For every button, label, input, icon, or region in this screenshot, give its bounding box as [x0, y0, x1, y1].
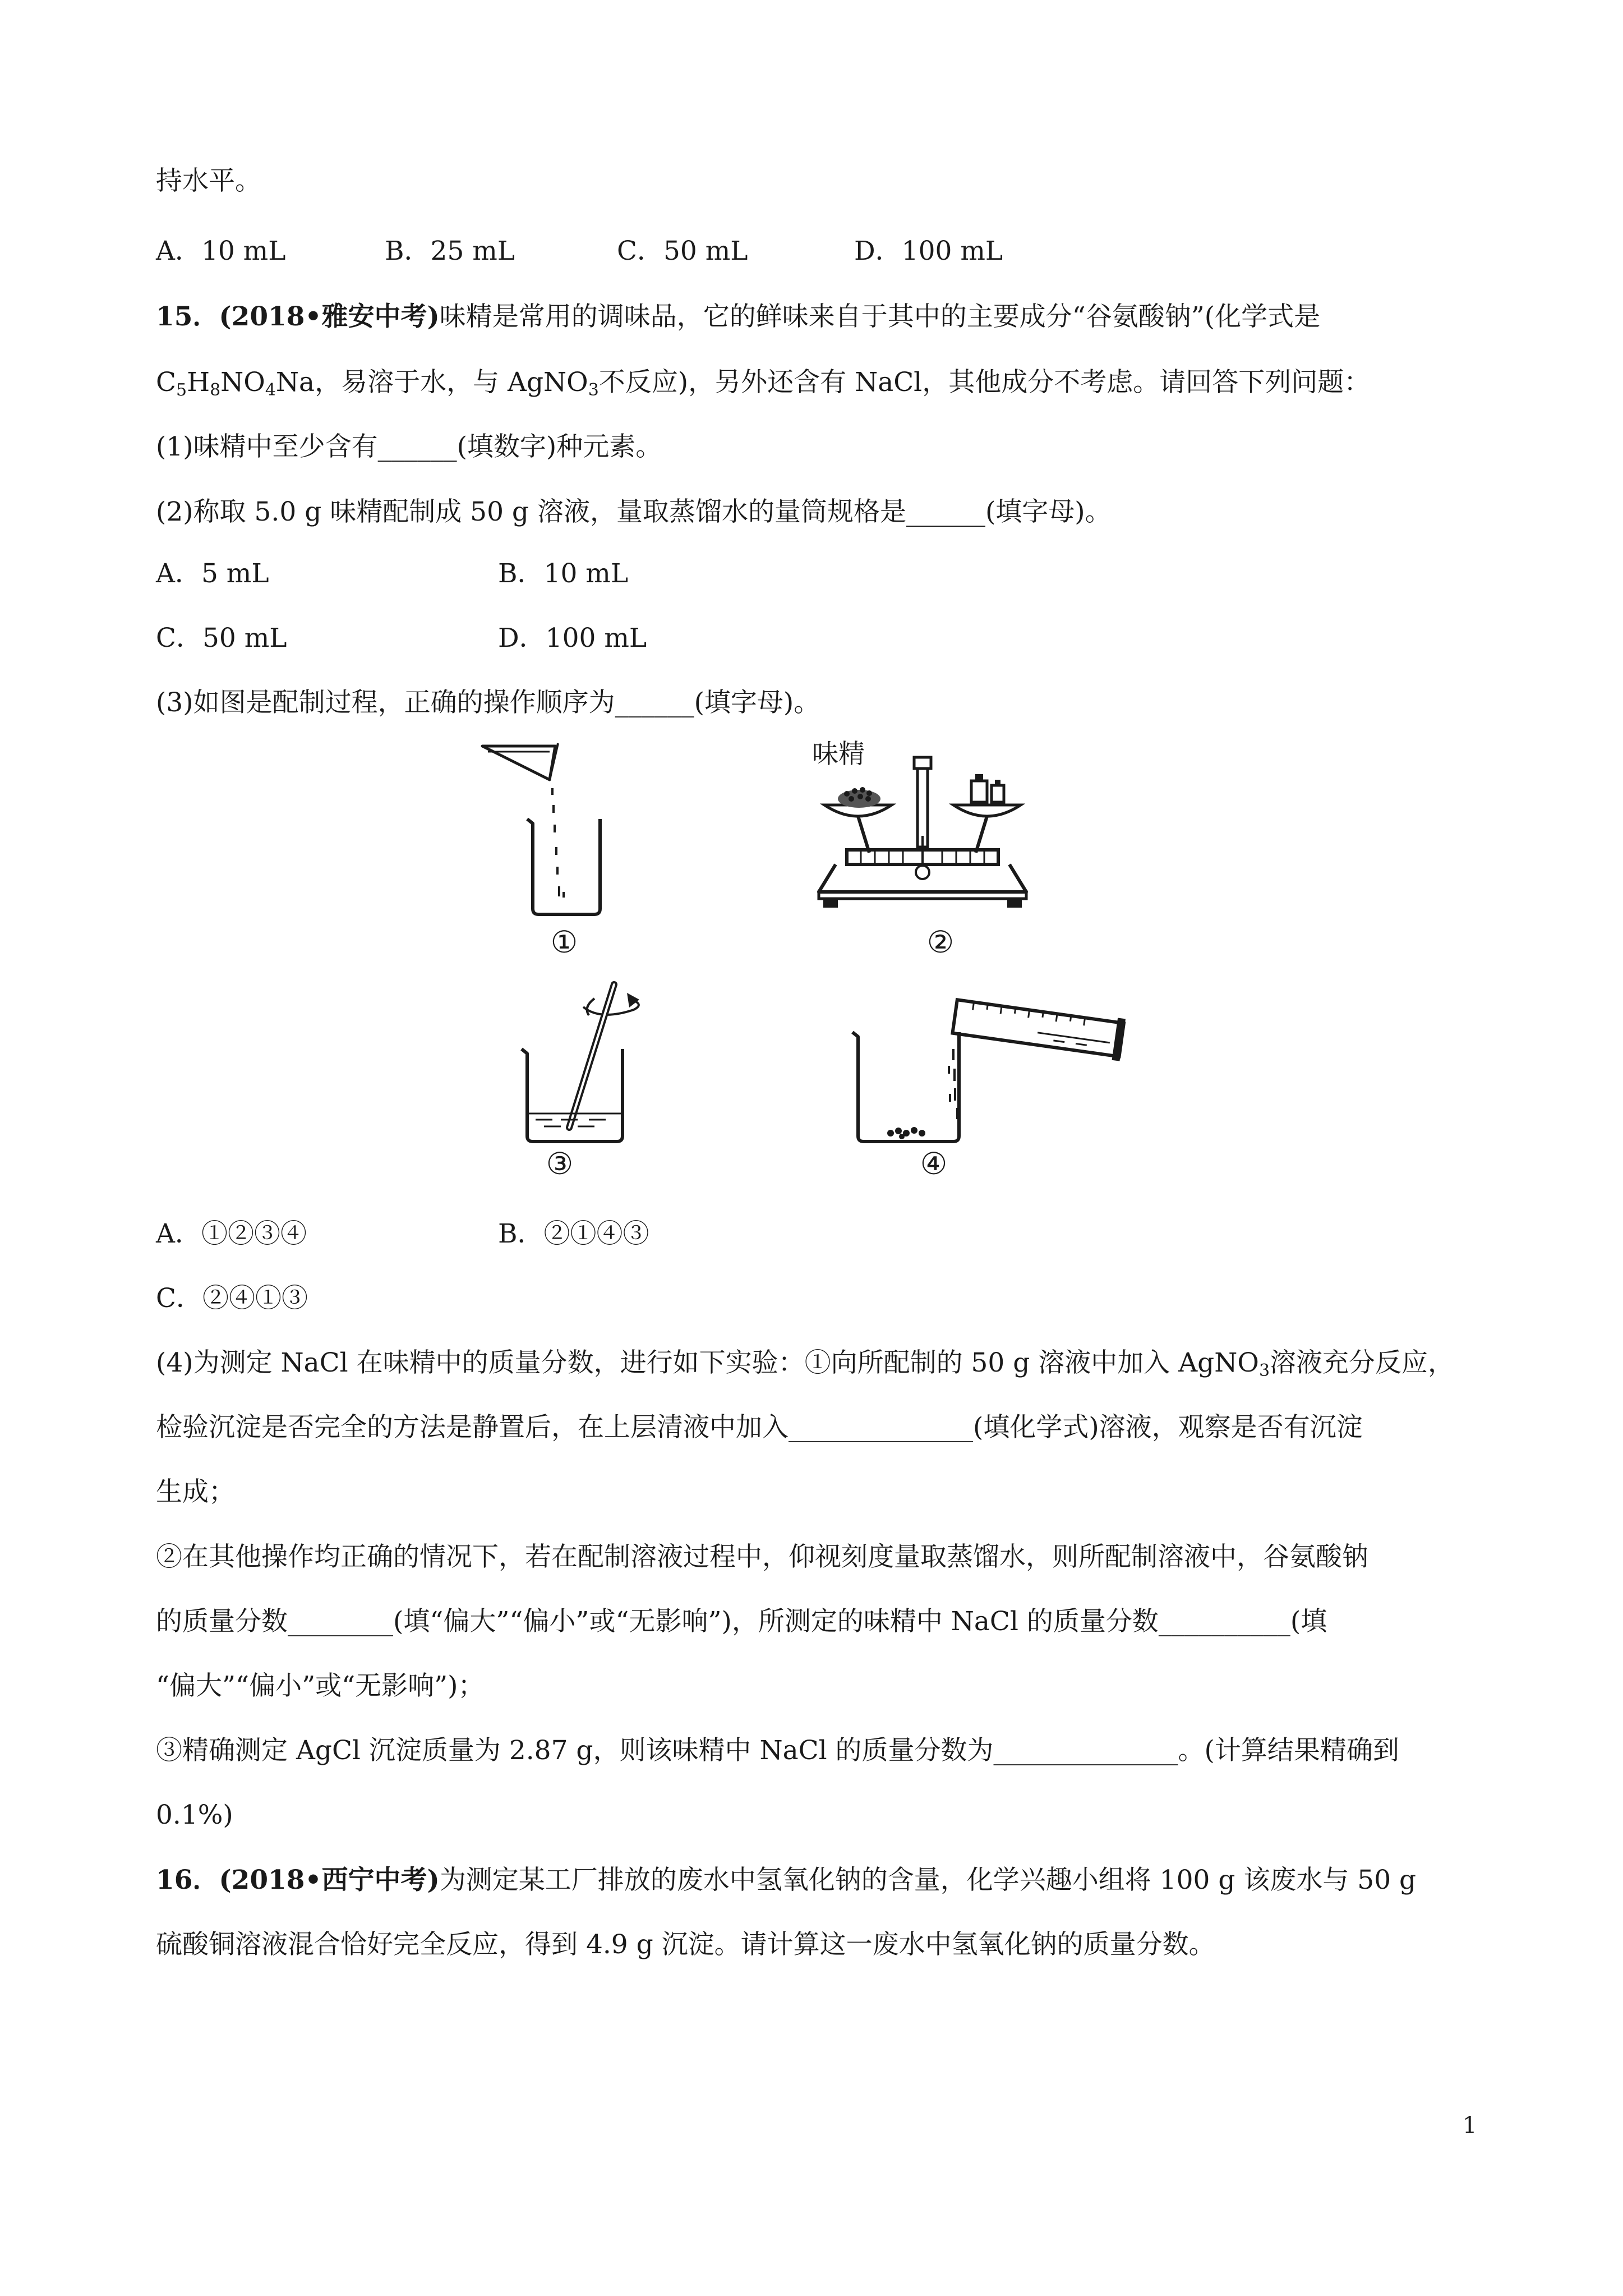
figure-label-4: ④ — [920, 1146, 948, 1181]
formula: $C_5H_8NO_4Na$ — [156, 367, 315, 400]
q15-p2-option-d: D．100 mL — [498, 623, 647, 654]
q15-p3-option-a: A．①②③④ — [156, 1218, 307, 1249]
q15-intro-line-2: $C_5H_8NO_4Na$，易溶于水，与 AgNO$_3$不反应)，另外还含有 NaCl，其他成分不考虑。请回答下列问题： — [156, 367, 1371, 400]
continuation-text: 持水平。 — [156, 165, 261, 196]
q15-part-4-line-1: (4)为测定 NaCl 在味精中的质量分数，进行如下实验：①向所配制的 50 g 溶液中加入 AgNO$_3$溶液充分反应， — [156, 1347, 1455, 1381]
option-a: A．10 mL — [156, 236, 286, 266]
q15-part-3: (3)如图是配制过程，正确的操作顺序为______(填字母)。 — [156, 687, 820, 718]
q15-part-4-line-4: ②在其他操作均正确的情况下，若在配制溶液过程中，仰视刻度量取蒸馏水，则所配制溶液中，谷氨酸钠 — [156, 1542, 1368, 1572]
msg-label: 味精 — [812, 739, 865, 770]
figure-3-stir — [505, 976, 651, 1150]
page-number: 1 — [1463, 2113, 1477, 2138]
q15-part-1: (1)味精中至少含有______(填数字)种元素。 — [156, 431, 662, 462]
figure-4-pour-water — [841, 999, 1155, 1150]
q15-part-4-line-7: ③精确测定 AgCl 沉淀质量为 2.87 g，则该味精中 NaCl 的质量分数为______________。(计算结果精确到 — [156, 1735, 1399, 1766]
q15-p2-option-a: A．5 mL — [156, 558, 269, 589]
q15-number: 15． — [156, 301, 219, 332]
option-d: D．100 mL — [854, 236, 1003, 266]
q15-part-4-line-8: 0.1%) — [156, 1800, 233, 1830]
q15-intro-text: 味精是常用的调味品，它的鲜味来自于其中的主要成分“谷氨酸钠”(化学式是 — [439, 301, 1321, 332]
option-b: B．25 mL — [385, 236, 515, 266]
q15-part-4-line-6: “偏大”“偏小”或“无影响”)； — [156, 1671, 485, 1701]
q15-part-4-line-5: 的质量分数________(填“偏大”“偏小”或“无影响”)，所测定的味精中 NaCl 的质量分数__________(填 — [156, 1606, 1327, 1637]
q16-number: 16． — [156, 1865, 219, 1895]
q15-p2-option-b: B．10 mL — [498, 558, 629, 589]
q15-p2-option-c: C．50 mL — [156, 623, 287, 654]
figure-1-pour-solid — [471, 740, 600, 920]
option-c: C．50 mL — [617, 236, 748, 266]
q16-source: (2018•西宁中考) — [219, 1865, 440, 1895]
figure-label-2: ② — [926, 924, 955, 960]
q16-line-2: 硫酸铜溶液混合恰好完全反应，得到 4.9 g 沉淀。请计算这一废水中氢氧化钠的质量分数。 — [156, 1929, 1215, 1960]
figure-label-1: ① — [550, 924, 578, 960]
q15-intro-line-1 — [156, 300, 1320, 334]
q16-line-1: 16．(2018•西宁中考)为测定某工厂排放的废水中氢氧化钠的含量，化学兴趣小组将 100 g 该废水与 50 g — [156, 1865, 1417, 1895]
q15-part-4-line-2: 检验沉淀是否完全的方法是静置后，在上层清液中加入______________(填化学式)溶液，观察是否有沉淀 — [156, 1412, 1363, 1443]
q15-p3-option-b: B．②①④③ — [498, 1218, 649, 1249]
figure-2-balance — [808, 752, 1043, 920]
q15-source: (2018•雅安中考) — [219, 301, 440, 332]
q15-part-2: (2)称取 5.0 g 味精配制成 50 g 溶液，量取蒸馏水的量筒规格是______(填字母)。 — [156, 496, 1112, 527]
q15-p3-option-c: C．②④①③ — [156, 1283, 308, 1314]
figure-label-3: ③ — [546, 1146, 574, 1181]
q15-part-4-line-3: 生成； — [156, 1476, 235, 1507]
